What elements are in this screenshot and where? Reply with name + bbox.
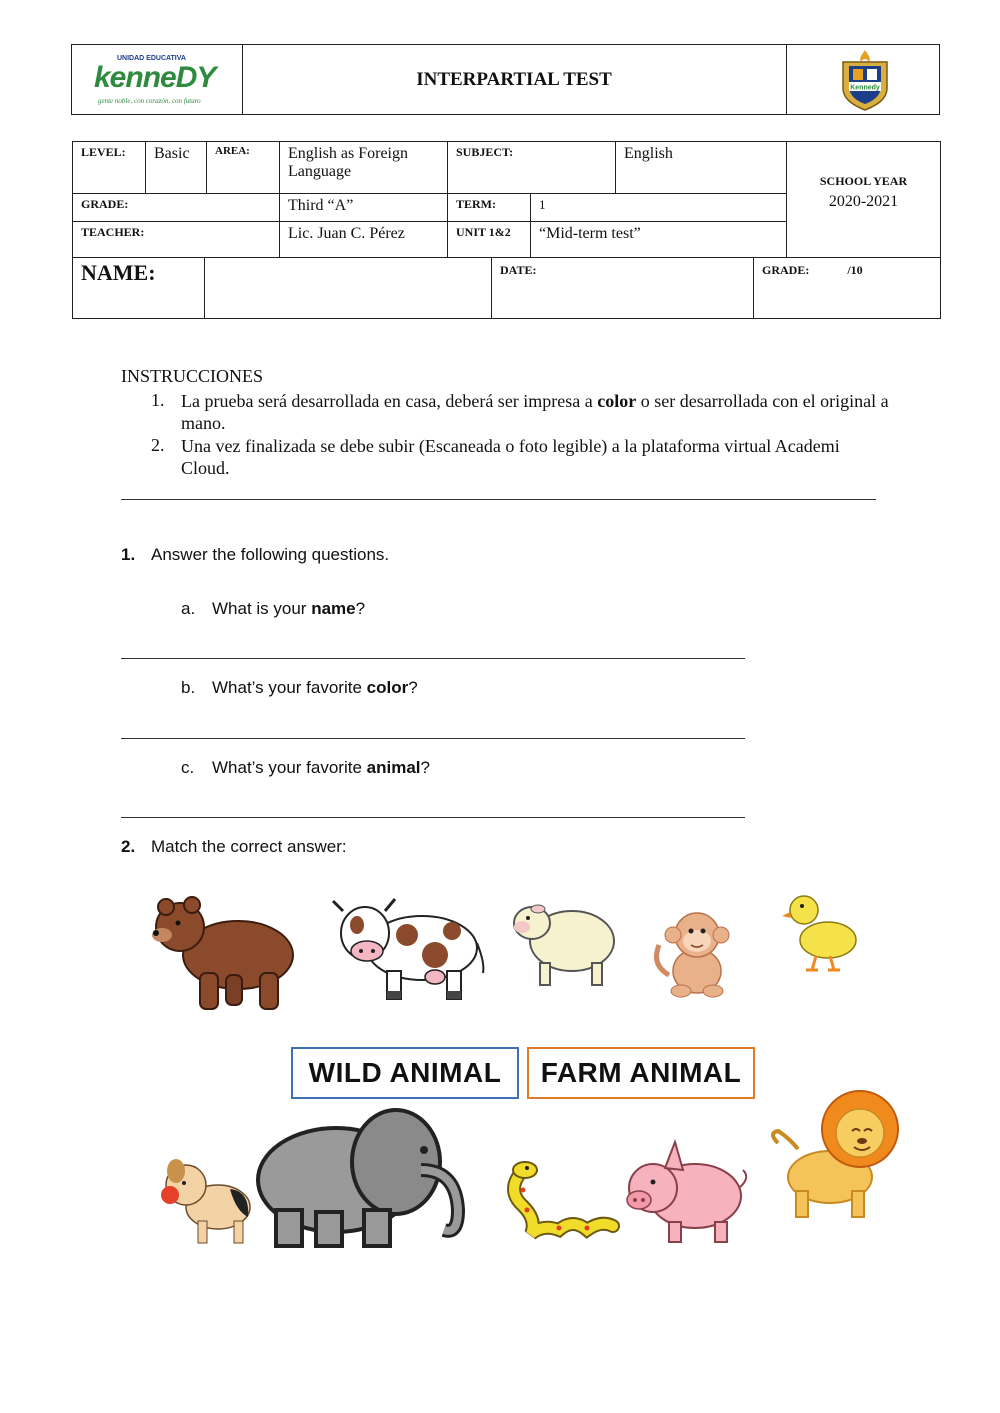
monkey-icon[interactable] <box>651 905 741 1000</box>
instruction-2-number: 2. <box>151 435 165 455</box>
school-year-cell <box>787 142 941 258</box>
answer-line-b[interactable] <box>121 738 745 739</box>
answer-line-c[interactable] <box>121 817 745 818</box>
wild-animal-box[interactable]: WILD ANIMAL <box>291 1047 519 1099</box>
section-1-title: Answer the following questions. <box>151 545 390 564</box>
question-b-text: What’s your favorite <box>212 678 362 697</box>
question-a-bold: name <box>311 599 356 618</box>
header-box <box>71 44 940 115</box>
left-logo <box>72 45 243 114</box>
area-value: English as Foreign Language <box>280 142 448 194</box>
subject-label: SUBJECT: <box>448 142 616 194</box>
question-c-end: ? <box>420 758 430 777</box>
question-a-end: ? <box>355 599 366 618</box>
score-label: GRADE: <box>762 263 810 277</box>
duckling-icon[interactable] <box>782 890 862 975</box>
term-label: TERM: <box>448 194 531 222</box>
subject-value: English <box>616 142 787 194</box>
name-field[interactable] <box>205 258 492 319</box>
question-a-letter: a. <box>181 599 196 618</box>
snake-icon[interactable] <box>503 1160 618 1245</box>
teacher-label: TEACHER: <box>73 222 280 258</box>
grade-label: GRADE: <box>73 194 280 222</box>
bear-icon[interactable] <box>148 895 298 1015</box>
section-2-number: 2. <box>121 837 136 856</box>
crest-icon <box>835 48 895 112</box>
question-b <box>212 678 418 698</box>
name-table <box>72 257 941 319</box>
date-label: DATE: <box>492 258 754 319</box>
instruction-2: Una vez finalizada se debe subir (Escaneada o foto legible) a la plataforma virtual Academi Cloud. <box>181 436 840 478</box>
question-c-letter: c. <box>181 758 195 777</box>
pig-icon[interactable] <box>617 1138 752 1248</box>
puppy-icon[interactable] <box>158 1155 258 1250</box>
right-crest <box>786 45 940 114</box>
unit-label: UNIT 1&2 <box>448 222 531 258</box>
score-value: /10 <box>847 263 863 277</box>
score-cell <box>754 258 941 319</box>
instructions-divider <box>121 499 876 500</box>
unit-value: “Mid-term test” <box>531 222 787 258</box>
logo-top-text: UNIDAD EDUCATIVA <box>117 55 186 62</box>
instructions-heading: INSTRUCCIONES <box>121 366 264 386</box>
section-2-title: Match the correct answer: <box>151 837 347 856</box>
farm-animal-box[interactable]: FARM ANIMAL <box>527 1047 755 1099</box>
lion-icon[interactable] <box>768 1087 908 1222</box>
level-value: Basic <box>146 142 207 194</box>
sheep-icon[interactable] <box>506 893 621 993</box>
area-label: AREA: <box>207 142 280 194</box>
instruction-1 <box>181 390 901 434</box>
grade-value: Third “A” <box>280 194 448 222</box>
instruction-1-before: La prueba será desarrollada en casa, deberá ser impresa a <box>181 391 593 411</box>
logo-tagline: gente noble, con corazón, con futuro <box>98 97 201 105</box>
school-year-value: 2020-2021 <box>828 193 899 210</box>
name-label: NAME: <box>73 258 205 319</box>
question-a <box>212 599 365 619</box>
question-b-letter: b. <box>181 678 196 697</box>
question-c-text: What’s your favorite <box>212 758 362 777</box>
term-value: 1 <box>531 194 787 222</box>
instruction-1-number: 1. <box>151 390 165 410</box>
instruction-1-bold: color <box>597 391 637 411</box>
question-c <box>212 758 430 778</box>
teacher-value: Lic. Juan C. Pérez <box>280 222 448 258</box>
elephant-icon[interactable] <box>246 1100 471 1250</box>
crest-brand: Kennedy <box>850 84 880 92</box>
question-a-text: What is your <box>212 599 307 618</box>
answer-line-a[interactable] <box>121 658 745 659</box>
section-1-number: 1. <box>121 545 136 564</box>
page-title: INTERPARTIAL TEST <box>416 68 612 90</box>
info-table <box>72 141 941 258</box>
level-label: LEVEL: <box>73 142 146 194</box>
cow-icon[interactable] <box>327 893 487 1003</box>
question-b-end: ? <box>408 678 418 697</box>
question-b-bold: color <box>366 678 409 697</box>
question-c-bold: animal <box>366 758 421 777</box>
logo-brand: kenneDY <box>94 61 216 94</box>
school-year-label: SCHOOL YEAR <box>819 174 908 188</box>
instruction-1-after: o ser desarrollada con el original a mano. <box>181 391 889 433</box>
